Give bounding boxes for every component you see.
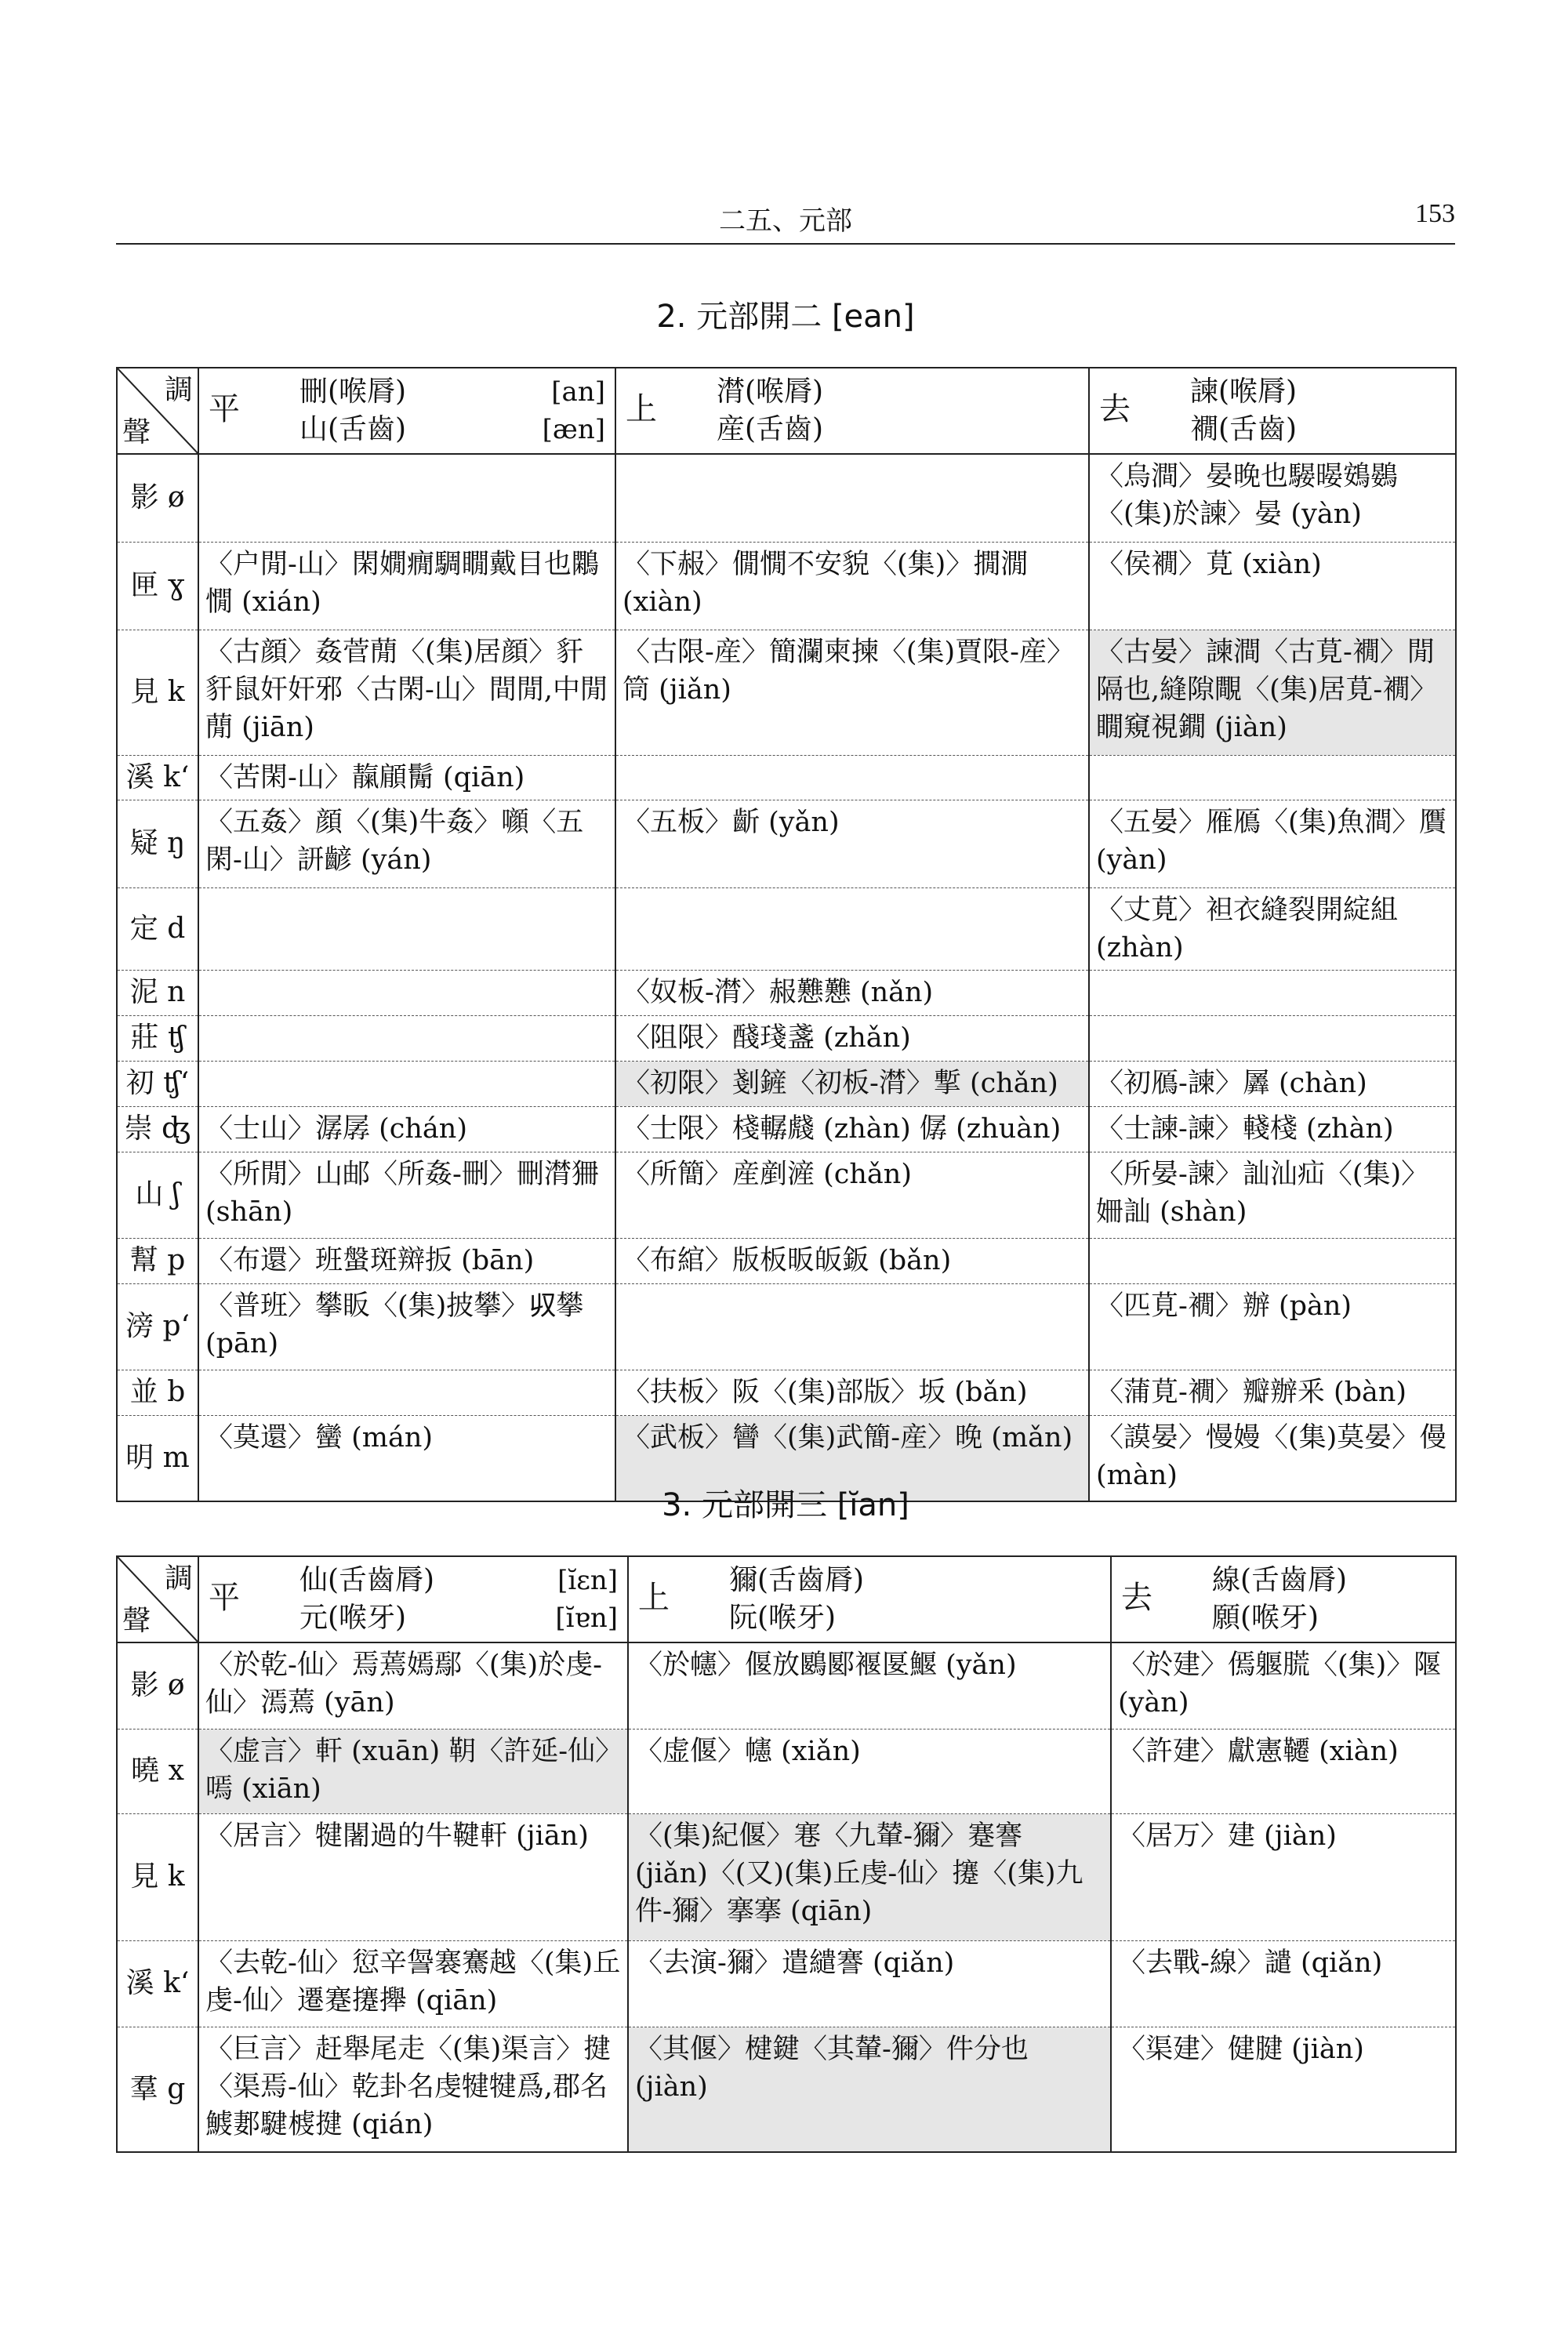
- table3-title: 3. 元部開三 [ĭan]: [662, 1487, 909, 1523]
- running-title: 二五、元部: [719, 205, 852, 237]
- page-header: [116, 196, 1455, 245]
- initial-cell: 山 ʃ: [117, 1152, 198, 1238]
- table2-title: 2. 元部開二 [ean]: [656, 299, 915, 335]
- column-header-ping: [198, 1556, 628, 1642]
- table-row: [117, 1940, 1456, 2027]
- ping-cell: 〈士山〉潺孱 (chán): [198, 1106, 615, 1152]
- initial-cell: 初 ʧʻ: [117, 1061, 198, 1106]
- table-row: [117, 1729, 1456, 1813]
- table-row: [117, 630, 1456, 755]
- table-row: [117, 1283, 1456, 1370]
- shang-cell: 〈武板〉矕〈(集)武簡-産〉晚 (mǎn): [615, 1415, 1089, 1501]
- rhyme-label: 元(喉牙): [299, 1602, 407, 1634]
- rhyme-table-kai-san: [116, 1555, 1457, 2153]
- table-row: [117, 970, 1456, 1015]
- initial-cell: 崇 ʤ: [117, 1106, 198, 1152]
- table-row: [117, 1813, 1456, 1940]
- shang-cell: 〈士限〉棧轏虥 (zhàn) 僝 (zhuàn): [615, 1106, 1089, 1152]
- qu-cell: [1089, 755, 1456, 800]
- qu-cell: 〈匹莧-襉〉辦 (pàn): [1089, 1283, 1456, 1370]
- column-header-ping: [198, 368, 615, 454]
- tone-label: 上: [638, 1580, 670, 1616]
- corner-initial-label: 聲: [122, 1605, 151, 1637]
- rhyme-label: 襉(舌齒): [1190, 413, 1298, 445]
- table-row: [117, 1015, 1456, 1061]
- ping-cell: 〈普班〉攀眅〈(集)披攀〉𠬞攀 (pān): [198, 1283, 615, 1370]
- ping-cell: 〈莫還〉蠻 (mán): [198, 1415, 615, 1501]
- initial-cell: 幫 p: [117, 1238, 198, 1283]
- ping-cell: 〈虚言〉軒 (xuān) 䩗〈許延-仙〉嘕 (xiān): [198, 1729, 628, 1813]
- ping-cell: 〈苦閑-山〉靝顅鬜 (qiān): [198, 755, 615, 800]
- phonetic-label: [ĭɛn]: [557, 1565, 618, 1596]
- initial-cell: 曉 x: [117, 1729, 198, 1813]
- table-row: [117, 887, 1456, 970]
- shang-cell: [615, 1283, 1089, 1370]
- initial-cell: 影 ø: [117, 454, 198, 542]
- qu-cell: 〈侯襉〉莧 (xiàn): [1089, 542, 1456, 630]
- corner-cell: [117, 1556, 198, 1642]
- rhyme-label: 刪(喉脣): [299, 376, 407, 408]
- ping-cell: 〈布還〉班螌斑辬扳 (bān): [198, 1238, 615, 1283]
- shang-cell: 〈古限-産〉簡瀾柬揀〈(集)賈限-産〉筒 (jiǎn): [615, 630, 1089, 755]
- ping-cell: [198, 1061, 615, 1106]
- shang-cell: 〈(集)紀偃〉寋〈九輦-獮〉蹇謇 (jiǎn)〈(又)(集)丘虔-仙〉攓〈(集)九件-獮〉搴搴 (qiān): [628, 1813, 1111, 1940]
- initial-cell: 羣 g: [117, 2027, 198, 2152]
- table-row: [117, 800, 1456, 887]
- page-number: 153: [1415, 199, 1455, 228]
- qu-cell: 〈蒲莧-襉〉瓣辦釆 (bàn): [1089, 1370, 1456, 1415]
- table-row: [117, 1061, 1456, 1106]
- table-row: [117, 1370, 1456, 1415]
- ping-cell: 〈去乾-仙〉愆辛諐褰騫越〈(集)丘虔-仙〉遷蹇攓攑 (qiān): [198, 1940, 628, 2027]
- column-header-shang: [615, 368, 1089, 454]
- table-row: [117, 454, 1456, 542]
- qu-cell: 〈於建〉傿躽㬻〈(集)〉隁 (yàn): [1111, 1642, 1456, 1729]
- shang-cell: 〈奴板-潸〉赧戁戁 (nǎn): [615, 970, 1089, 1015]
- qu-cell: 〈渠建〉健腱 (jiàn): [1111, 2027, 1456, 2152]
- tone-label: 去: [1099, 391, 1131, 427]
- table-row: [117, 755, 1456, 800]
- column-header-shang: [628, 1556, 1111, 1642]
- corner-cell: [117, 368, 198, 454]
- initial-cell: 疑 ŋ: [117, 800, 198, 887]
- shang-cell: 〈下赧〉僩憪不安貌〈(集)〉撊㵎 (xiàn): [615, 542, 1089, 630]
- shang-cell: 〈所簡〉産剷滻 (chǎn): [615, 1152, 1089, 1238]
- rhyme-label: 獮(舌齒脣): [729, 1564, 865, 1596]
- qu-cell: [1089, 970, 1456, 1015]
- initial-cell: 匣 ɣ: [117, 542, 198, 630]
- initial-cell: 溪 kʻ: [117, 755, 198, 800]
- qu-cell: 〈謨晏〉慢嫚〈(集)莫晏〉僈 (màn): [1089, 1415, 1456, 1501]
- ping-cell: [198, 454, 615, 542]
- table-row: [117, 1238, 1456, 1283]
- phonetic-label: [ĭɐn]: [555, 1602, 618, 1634]
- phonetic-label: [æn]: [542, 414, 605, 445]
- shang-cell: [615, 887, 1089, 970]
- table-row: [117, 2027, 1456, 2152]
- table-row: [117, 542, 1456, 630]
- ping-cell: [198, 887, 615, 970]
- shang-cell: 〈五板〉齗 (yǎn): [615, 800, 1089, 887]
- initial-cell: 並 b: [117, 1370, 198, 1415]
- shang-cell: 〈去演-獮〉遣繾謇 (qiǎn): [628, 1940, 1111, 2027]
- rhyme-label: 諫(喉脣): [1190, 376, 1298, 408]
- corner-tone-label: 調: [164, 1563, 193, 1595]
- tone-label: 平: [209, 1580, 240, 1616]
- qu-cell: 〈士諫-諫〉輚棧 (zhàn): [1089, 1106, 1456, 1152]
- qu-cell: 〈五晏〉雁鴈〈(集)魚澗〉贋 (yàn): [1089, 800, 1456, 887]
- corner-initial-label: 聲: [122, 416, 151, 448]
- qu-cell: 〈古晏〉諫澗〈古莧-襉〉閒隔也,縫隙覸〈(集)居莧-襉〉瞯窺視鐗 (jiàn): [1089, 630, 1456, 755]
- qu-cell: [1089, 1238, 1456, 1283]
- rhyme-label: 線(舌齒脣): [1212, 1564, 1348, 1596]
- shang-cell: 〈於幰〉偃放鶠郾褗匽鰋 (yǎn): [628, 1642, 1111, 1729]
- shang-cell: 〈布綰〉版板昄皈鈑 (bǎn): [615, 1238, 1089, 1283]
- initial-cell: 影 ø: [117, 1642, 198, 1729]
- initial-cell: 溪 kʻ: [117, 1940, 198, 2027]
- initial-cell: 滂 pʻ: [117, 1283, 198, 1370]
- shang-cell: 〈扶板〉阪〈(集)部版〉坂 (bǎn): [615, 1370, 1089, 1415]
- qu-cell: 〈所晏-諫〉訕汕疝〈(集)〉姍訕 (shàn): [1089, 1152, 1456, 1238]
- rhyme-label: 願(喉牙): [1212, 1602, 1319, 1634]
- qu-cell: 〈初鴈-諫〉羼 (chàn): [1089, 1061, 1456, 1106]
- ping-cell: 〈於乾-仙〉焉蔫嫣鄢〈(集)於虔-仙〉漹蔫 (yān): [198, 1642, 628, 1729]
- qu-cell: [1089, 1015, 1456, 1061]
- rhyme-table-kai-er: [116, 367, 1457, 1502]
- shang-cell: [615, 454, 1089, 542]
- table-header-row: [117, 368, 1456, 454]
- initial-cell: 莊 ʧ: [117, 1015, 198, 1061]
- tone-label: 去: [1121, 1580, 1152, 1616]
- phonetic-label: [an]: [551, 376, 605, 408]
- rhyme-label: 山(舌齒): [299, 413, 407, 445]
- rhyme-label: 産(舌齒): [717, 413, 824, 445]
- corner-tone-label: 調: [164, 374, 193, 406]
- rhyme-label: 仙(舌齒脣): [299, 1564, 435, 1596]
- shang-cell: 〈初限〉剗鏟〈初板-潸〉㨻 (chǎn): [615, 1061, 1089, 1106]
- tone-label: 上: [626, 391, 657, 427]
- ping-cell: 〈所閒〉山邮〈所姦-刪〉刪潸狦 (shān): [198, 1152, 615, 1238]
- column-header-qu: [1111, 1556, 1456, 1642]
- tone-label: 平: [209, 391, 240, 427]
- qu-cell: 〈烏澗〉晏晚也騴暥鴳鷃〈(集)於諫〉晏 (yàn): [1089, 454, 1456, 542]
- shang-cell: 〈阻限〉醆琖盞 (zhǎn): [615, 1015, 1089, 1061]
- initial-cell: 見 k: [117, 630, 198, 755]
- ping-cell: 〈五姦〉顔〈(集)牛姦〉㘖〈五閑-山〉訮齴 (yán): [198, 800, 615, 887]
- rhyme-label: 阮(喉牙): [729, 1602, 837, 1634]
- column-header-qu: [1089, 368, 1456, 454]
- shang-cell: [615, 755, 1089, 800]
- ping-cell: 〈户閒-山〉閑嫺癇騆瞯戴目也鷴憪 (xián): [198, 542, 615, 630]
- table-row: [117, 1642, 1456, 1729]
- ping-cell: 〈巨言〉赶舉尾走〈(集)渠言〉揵〈渠焉-仙〉乾卦名虔犍犍爲,郡名鰬郪騝榩揵 (qián): [198, 2027, 628, 2152]
- table-row: [117, 1152, 1456, 1238]
- shang-cell: 〈其偃〉楗鍵〈其輦-獮〉件分也 (jiàn): [628, 2027, 1111, 2152]
- initial-cell: 泥 n: [117, 970, 198, 1015]
- table-row: [117, 1106, 1456, 1152]
- qu-cell: 〈許建〉獻憲韆 (xiàn): [1111, 1729, 1456, 1813]
- shang-cell: 〈虚偃〉幰 (xiǎn): [628, 1729, 1111, 1813]
- initial-cell: 見 k: [117, 1813, 198, 1940]
- qu-cell: 〈居万〉建 (jiàn): [1111, 1813, 1456, 1940]
- ping-cell: [198, 1370, 615, 1415]
- qu-cell: 〈丈莧〉袒衣縫裂開綻組 (zhàn): [1089, 887, 1456, 970]
- initial-cell: 明 m: [117, 1415, 198, 1501]
- ping-cell: 〈古顔〉姦菅蕑〈(集)居顔〉豻豻鼠奸奸邪〈古閑-山〉間閒,中閒蕑 (jiān): [198, 630, 615, 755]
- ping-cell: [198, 1015, 615, 1061]
- rhyme-label: 潸(喉脣): [717, 376, 824, 408]
- table-header-row: [117, 1556, 1456, 1642]
- qu-cell: 〈去戰-線〉譴 (qiǎn): [1111, 1940, 1456, 2027]
- ping-cell: [198, 970, 615, 1015]
- ping-cell: 〈居言〉犍闍過的牛鞬軒 (jiān): [198, 1813, 628, 1940]
- initial-cell: 定 d: [117, 887, 198, 970]
